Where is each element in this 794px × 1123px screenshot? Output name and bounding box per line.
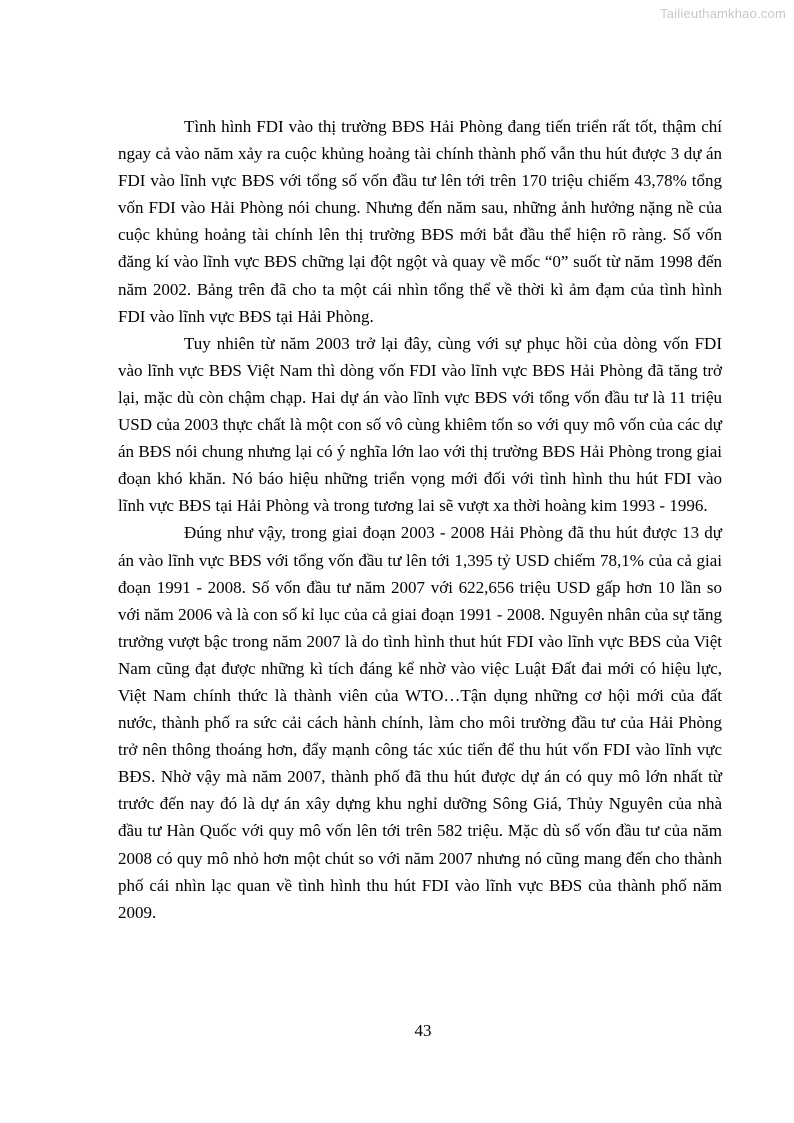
document-body: [118, 113, 722, 926]
paragraph-3: Đúng như vậy, trong giai đoạn 2003 - 2008 Hải Phòng đã thu hút được 13 dự án vào lĩnh vực BĐS với tổng vốn đầu tư lên tới 1,395 tỷ USD chiếm 78,1% của cả giai đoạn 1991 - 2008. Số vốn đầu tư năm 2007 với 622,656 triệu USD gấp hơn 10 lần so với năm 2006 và là con số kỉ lục của cả giai đoạn 1991 - 2008. Nguyên nhân của sự tăng trưởng vượt bậc trong năm 2007 là do tình hình thut hút FDI vào lĩnh vực BĐS của Việt Nam cũng đạt được những kì tích đáng kể nhờ vào việc Luật Đất đai mới có hiệu lực, Việt Nam chính thức là thành viên của WTO…Tận dụng những cơ hội mới của đất nước, thành phố ra sức cải cách hành chính, làm cho môi trường đầu tư của Hải Phòng trở nên thông thoáng hơn, đẩy mạnh công tác xúc tiến để thu hút vốn FDI vào lĩnh vực BĐS. Nhờ vậy mà năm 2007, thành phố đã thu hút được dự án có quy mô lớn nhất từ trước đến nay đó là dự án xây dựng khu nghỉ dưỡng Sông Giá, Thủy Nguyên của nhà đầu tư Hàn Quốc với quy mô vốn lên tới trên 582 triệu. Mặc dù số vốn đầu tư của năm 2008 có quy mô nhỏ hơn một chút so với năm 2007 nhưng nó cũng mang đến cho thành phố cái nhìn lạc quan về tình hình thu hút FDI vào lĩnh vực BĐS của thành phố năm 2009.: [118, 523, 722, 922]
watermark: Tailieuthamkhao.com: [660, 6, 786, 21]
paragraph-2: Tuy nhiên từ năm 2003 trở lại đây, cùng với sự phục hồi của dòng vốn FDI vào lĩnh vực BĐS Việt Nam thì dòng vốn FDI vào lĩnh vực BĐS Hải Phòng đã tăng trở lại, mặc dù còn chậm chạp. Hai dự án vào lĩnh vực BĐS với tổng vốn đầu tư là 11 triệu USD của 2003 thực chất là một con số vô cùng khiêm tốn so với quy mô vốn của các dự án BĐS nói chung nhưng lại có ý nghĩa lớn lao với thị trường BĐS Hải Phòng trong giai đoạn khó khăn. Nó báo hiệu những triển vọng mới đối với tình hình thu hút FDI vào lĩnh vực BĐS tại Hải Phòng và trong tương lai sẽ vượt xa thời hoàng kim 1993 - 1996.: [118, 333, 722, 516]
page-number: 43: [414, 1021, 432, 1040]
paragraph-1: Tình hình FDI vào thị trường BĐS Hải Phòng đang tiến triển rất tốt, thậm chí ngay cả vào năm xảy ra cuộc khủng hoảng tài chính thành phố vẫn thu hút được 3 dự án FDI vào lĩnh vực BĐS với tổng số vốn đầu tư lên tới trên 170 triệu chiếm 43,78% tổng vốn FDI vào Hải Phòng nói chung. Nhưng đến năm sau, những ảnh hưởng nặng nề của cuộc khủng hoảng tài chính lên thị trường BĐS mới bắt đầu thể hiện rõ ràng. Số vốn đăng kí vào lĩnh vực BĐS chững lại đột ngột và quay về mốc “0” suốt từ năm 1998 đến năm 2002. Bảng trên đã cho ta một cái nhìn tổng thể về thời kì ảm đạm của tình hình FDI vào lĩnh vực BĐS tại Hải Phòng.: [118, 117, 722, 326]
